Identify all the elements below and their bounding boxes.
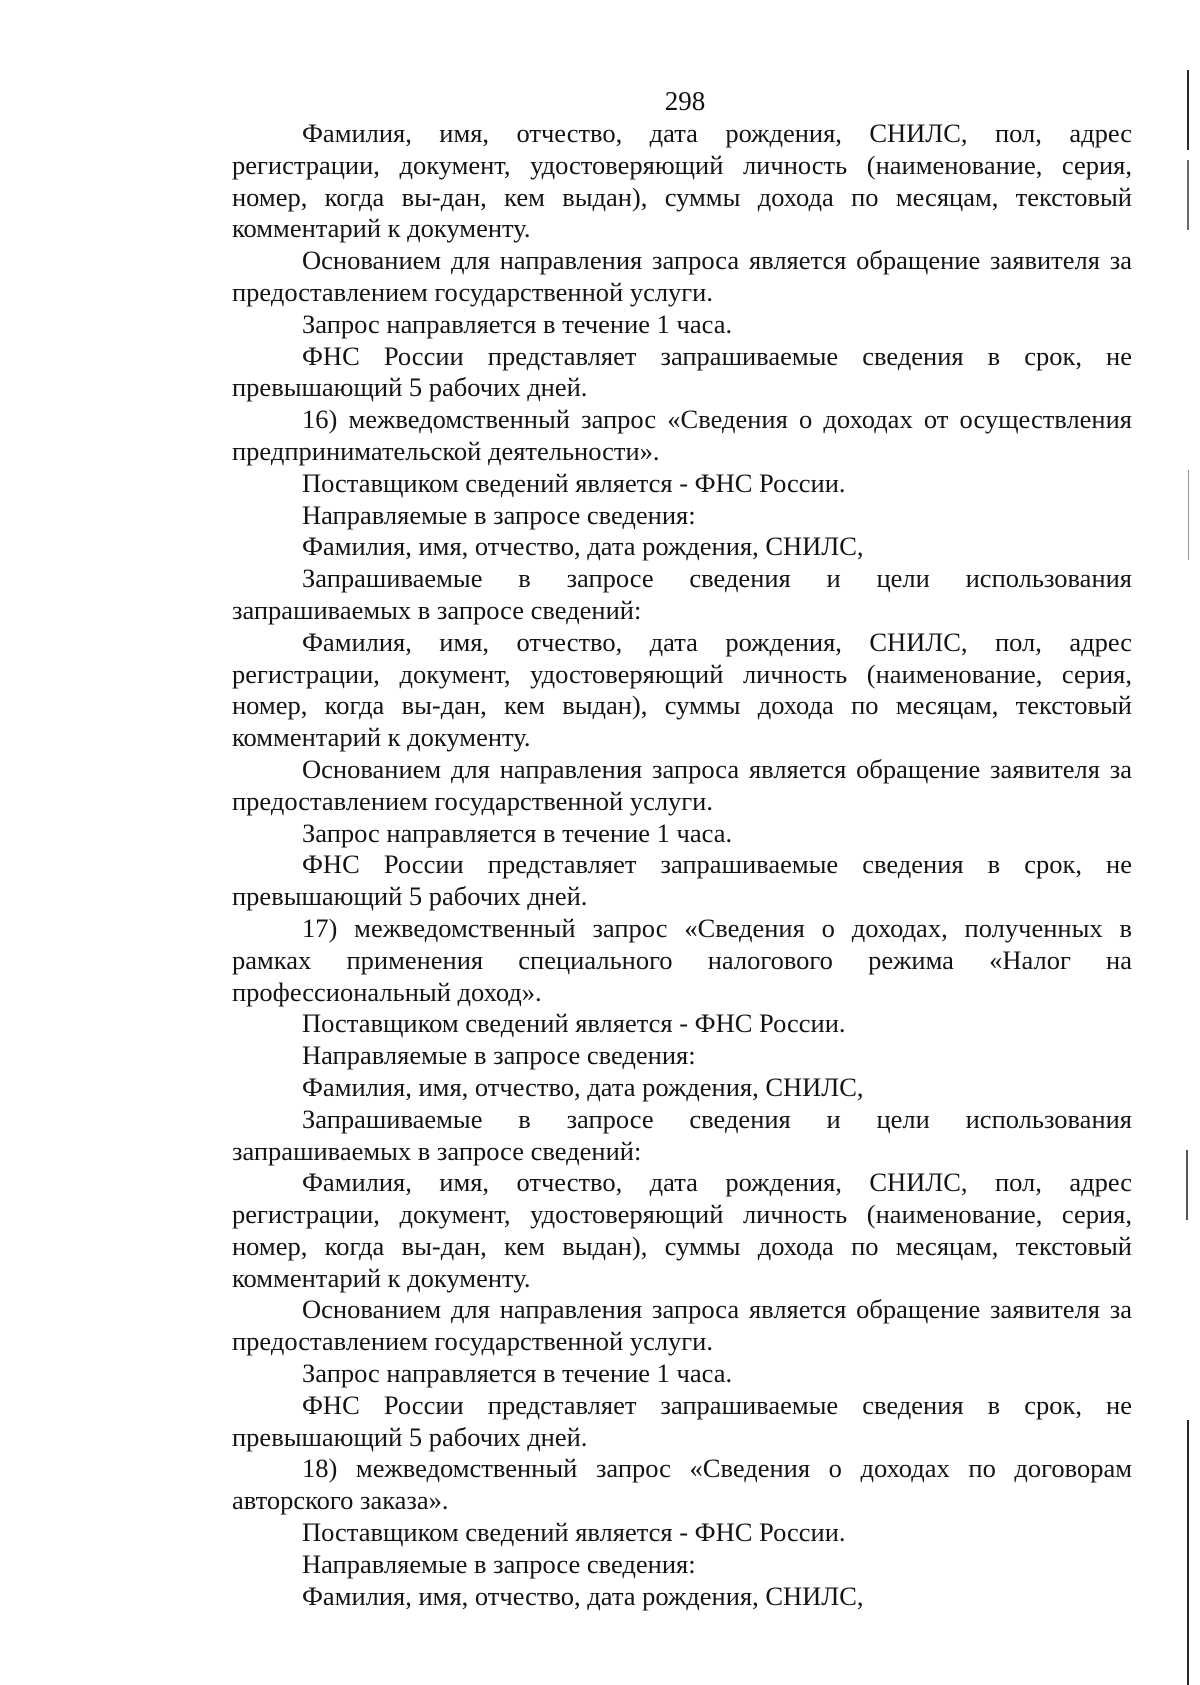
scan-edge-line — [1186, 1150, 1188, 1220]
paragraph: Фамилия, имя, отчество, дата рождения, СНИЛС, пол, адрес регистрации, документ, удостоверяющий личность (наименование, серия, номер, когда вы-дан, кем выдан), суммы дохода по месяцам, текстовый комментарий к документу. — [232, 1167, 1132, 1293]
paragraph: Запрос направляется в течение 1 часа. — [302, 308, 733, 339]
paragraph: Поставщиком сведений является - ФНС России. — [302, 467, 846, 498]
paragraph: ФНС России представляет запрашиваемые сведения в срок, не превышающий 5 рабочих дней. — [232, 1389, 1132, 1452]
paragraph: ФНС России представляет запрашиваемые сведения в срок, не превышающий 5 рабочих дней. — [232, 849, 1132, 912]
paragraph: 18) межведомственный запрос «Сведения о доходах по договорам авторского заказа». — [232, 1453, 1132, 1516]
paragraph: Основанием для направления запроса является обращение заявителя за предоставлением государственной услуги. — [232, 245, 1132, 307]
paragraph: Запрос направляется в течение 1 часа. — [302, 817, 733, 848]
scan-edge-line — [1188, 470, 1189, 560]
paragraph: Основанием для направления запроса является обращение заявителя за предоставлением государственной услуги. — [232, 753, 1132, 816]
scan-edge-line — [1187, 160, 1189, 230]
paragraph: Основанием для направления запроса является обращение заявителя за предоставлением государственной услуги. — [232, 1294, 1132, 1357]
paragraph: Запрашиваемые в запросе сведения и цели использования запрашиваемых в запросе сведений: — [232, 1103, 1132, 1166]
paragraph: Поставщиком сведений является - ФНС России. — [302, 1517, 846, 1548]
paragraph: ФНС России представляет запрашиваемые сведения в срок, не превышающий 5 рабочих дней. — [232, 340, 1132, 403]
scan-edge-line — [1187, 1420, 1189, 1685]
paragraph: Фамилия, имя, отчество, дата рождения, СНИЛС, пол, адрес регистрации, документ, удостоверяющий личность (наименование, серия, номер, когда вы-дан, кем выдан), суммы дохода по месяцам, текстовый комментарий к документу. — [232, 118, 1132, 244]
paragraph: Фамилия, имя, отчество, дата рождения, СНИЛС, — [302, 1580, 864, 1611]
paragraph: Фамилия, имя, отчество, дата рождения, СНИЛС, — [302, 531, 864, 562]
paragraph: Запрос направляется в течение 1 часа. — [302, 1358, 733, 1389]
paragraph: Фамилия, имя, отчество, дата рождения, СНИЛС, — [302, 1071, 864, 1102]
paragraph: 17) межведомственный запрос «Сведения о доходах, полученных в рамках применения специального налогового режима «Налог на профессиональный доход». — [232, 912, 1132, 1007]
paragraph: Направляемые в запросе сведения: — [302, 1548, 696, 1579]
page-number: 298 — [664, 86, 706, 116]
paragraph: 16) межведомственный запрос «Сведения о доходах от осуществления предпринимательской деятельности». — [232, 404, 1132, 466]
paragraph: Запрашиваемые в запросе сведения и цели использования запрашиваемых в запросе сведений: — [232, 563, 1132, 625]
paragraph: Фамилия, имя, отчество, дата рождения, СНИЛС, пол, адрес регистрации, документ, удостоверяющий личность (наименование, серия, номер, когда вы-дан, кем выдан), суммы дохода по месяцам, текстовый комментарий к документу. — [232, 626, 1132, 753]
paragraph: Поставщиком сведений является - ФНС России. — [302, 1008, 846, 1039]
scan-edge-line — [1187, 70, 1189, 150]
document-body — [232, 118, 1132, 1612]
paragraph: Направляемые в запросе сведения: — [302, 499, 696, 530]
paragraph: Направляемые в запросе сведения: — [302, 1040, 696, 1071]
